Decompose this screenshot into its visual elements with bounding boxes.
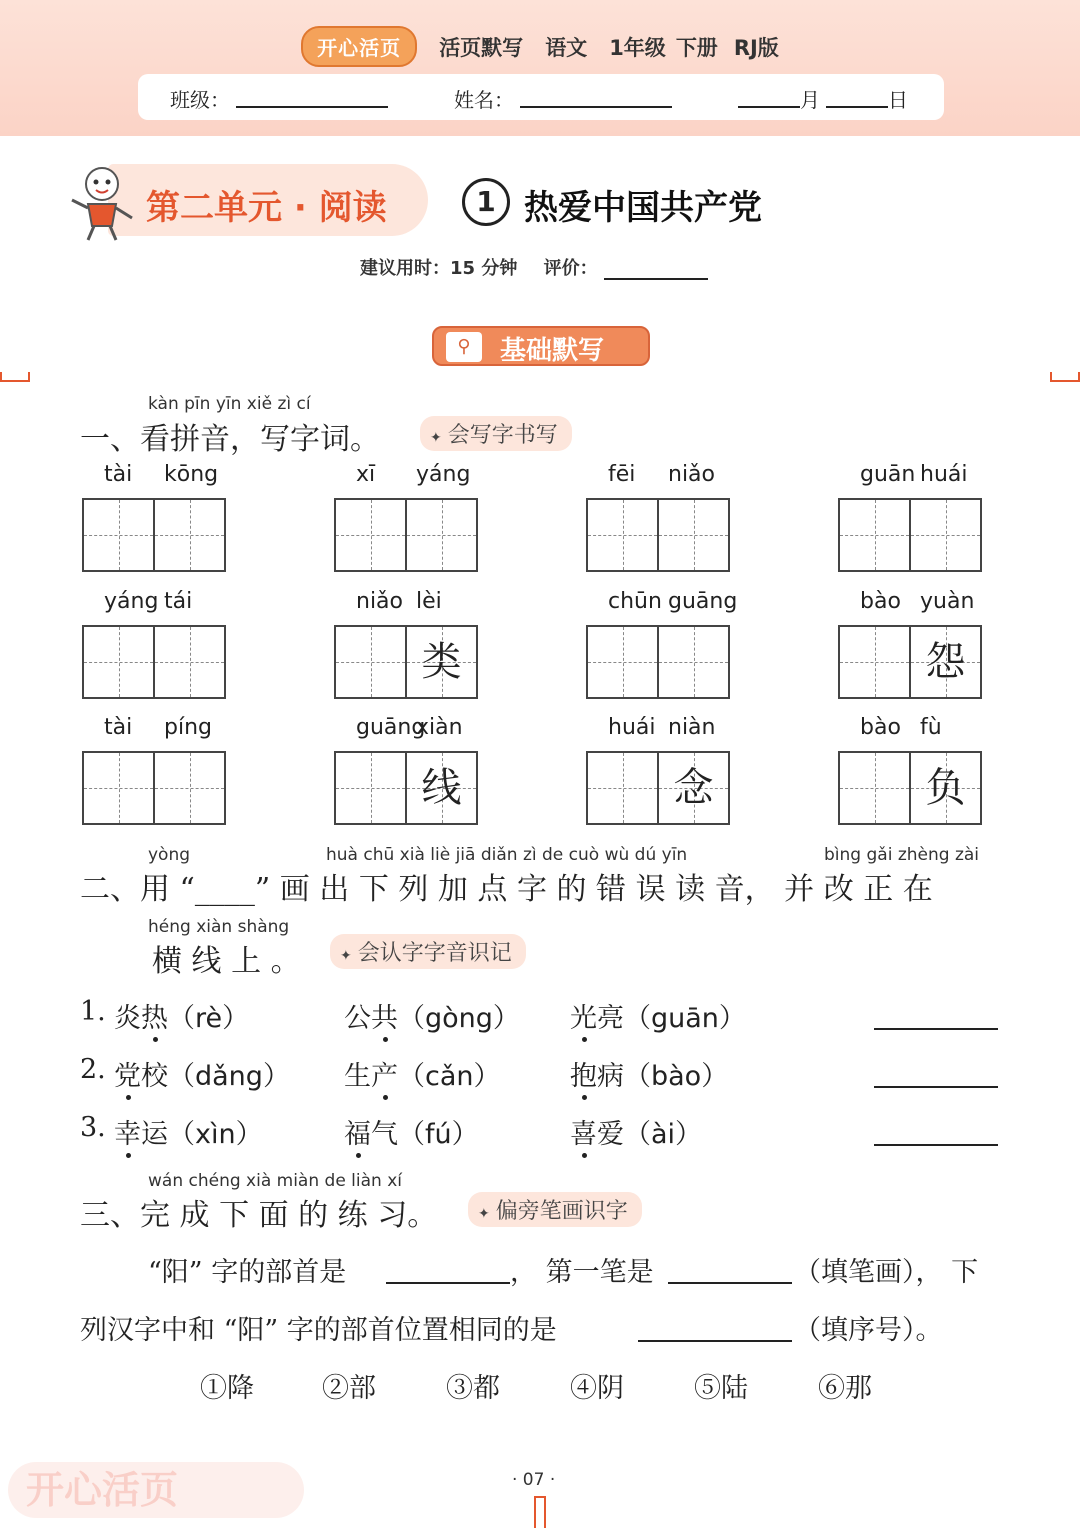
q2-tip: ✦ 会认字字音识记 xyxy=(330,934,526,969)
grid-char xyxy=(84,627,153,697)
grid-char xyxy=(840,753,909,823)
grid-cell-left[interactable] xyxy=(586,751,659,825)
grid-pinyin-2: yuàn xyxy=(920,589,975,614)
q3-choice-answer[interactable] xyxy=(638,1340,792,1342)
page-bar xyxy=(534,1496,546,1528)
q3-choice-option: ④阴 xyxy=(570,1373,624,1404)
grid-char: 怨 xyxy=(925,639,966,685)
word-char-2: 气 xyxy=(371,1119,398,1150)
rating-field[interactable] xyxy=(604,258,708,280)
month-label: 月 xyxy=(800,88,820,112)
q2-row-number: 3. xyxy=(80,1112,106,1143)
q3-title: 完 成 下 面 的 练 习。 xyxy=(140,1198,438,1233)
paren-close: ） xyxy=(262,1061,290,1092)
grid-pinyin-1: bào xyxy=(860,715,901,740)
word-char-1: 党 xyxy=(114,1061,141,1092)
unit-title: 第二单元 · 阅读 xyxy=(146,188,387,228)
suggested-time: 建议用时：15 分钟 xyxy=(360,258,518,279)
grid-pinyin-2: yáng xyxy=(416,462,471,487)
q3-line1-b: ， 第一笔是 xyxy=(510,1257,654,1288)
paren-open: （ xyxy=(398,1003,425,1034)
grid-char xyxy=(407,500,476,570)
paren-open: （ xyxy=(624,1003,651,1034)
grid-cell-right[interactable] xyxy=(153,498,226,572)
q2-number: 二、 xyxy=(80,872,140,907)
grid-char xyxy=(588,627,657,697)
word-pinyin: dǎng xyxy=(195,1061,263,1092)
grid-pinyin-2: fù xyxy=(920,715,942,740)
grid-char xyxy=(336,500,405,570)
grid-cell-left[interactable] xyxy=(838,751,911,825)
q3-choice-option: ③都 xyxy=(446,1373,500,1404)
paren-open: （ xyxy=(398,1119,425,1150)
word-char-2: 爱 xyxy=(597,1119,624,1150)
grid-pinyin-2: píng xyxy=(164,715,212,740)
grid-pinyin-1: guān xyxy=(860,462,916,487)
char-grid[interactable] xyxy=(586,462,732,572)
volume: 下册 xyxy=(675,35,718,60)
char-grid[interactable] xyxy=(82,715,228,825)
grid-pinyin-1: tài xyxy=(104,715,133,740)
q2-answer-line[interactable] xyxy=(874,1144,998,1146)
q3-radical-answer[interactable] xyxy=(386,1282,510,1284)
grid-pinyin-2: niàn xyxy=(668,715,716,740)
q3-line1-c: （填笔画）， 下 xyxy=(794,1257,979,1288)
grid-pinyin-2: xiàn xyxy=(416,715,463,740)
grid-pinyin-1: huái xyxy=(608,715,656,740)
word-char-2: 亮 xyxy=(597,1003,624,1034)
grid-cell-left[interactable] xyxy=(838,498,911,572)
grid-cell-left[interactable] xyxy=(82,625,155,699)
word-char-2: 校 xyxy=(141,1061,168,1092)
grid-cell-right[interactable] xyxy=(909,751,982,825)
grid-cell-right[interactable] xyxy=(405,625,478,699)
q2-word-item xyxy=(114,996,249,1035)
right-side-mark xyxy=(1050,372,1080,382)
grid-char: 念 xyxy=(673,765,714,811)
q2-heading xyxy=(80,864,933,908)
section-badge xyxy=(432,326,650,366)
grid-cell-left[interactable] xyxy=(334,498,407,572)
grid-char: 负 xyxy=(925,765,966,811)
grid-cell-right[interactable] xyxy=(909,498,982,572)
name-field[interactable] xyxy=(520,86,672,108)
grid-cell-left[interactable] xyxy=(334,625,407,699)
char-grid[interactable] xyxy=(334,715,480,825)
word-char-1: 喜 xyxy=(570,1119,597,1150)
student-info-bar xyxy=(138,74,944,120)
word-char-1: 公 xyxy=(344,1003,371,1034)
grid-pinyin-1: chūn xyxy=(608,589,662,614)
mascot-icon xyxy=(66,160,138,244)
q2-answer-line[interactable] xyxy=(874,1086,998,1088)
grid-pinyin-1: guāng xyxy=(356,715,426,740)
magnifier-icon: ⚲ xyxy=(446,332,482,362)
left-side-mark xyxy=(0,372,30,382)
q3-line2-a: 列汉字中和 “阳” 字的部首位置相同的是 xyxy=(80,1315,557,1346)
q2-row-number: 1. xyxy=(80,996,106,1027)
q2-word-item xyxy=(344,1054,501,1093)
word-char-1: 幸 xyxy=(114,1119,141,1150)
char-grid[interactable] xyxy=(838,462,984,572)
grid-cell-left[interactable] xyxy=(82,498,155,572)
grid-char xyxy=(840,627,909,697)
class-field[interactable] xyxy=(236,86,388,108)
subject: 语文 xyxy=(545,35,588,60)
grid-cell-right[interactable] xyxy=(153,751,226,825)
q3-choice-option: ①降 xyxy=(200,1373,254,1404)
q2-word-item xyxy=(570,996,746,1035)
q1-title-pinyin: kàn pīn yīn xiě zì cí xyxy=(148,394,311,414)
grid-pinyin-2: huái xyxy=(920,462,968,487)
q3-line1-a: “阳” 字的部首是 xyxy=(148,1257,347,1288)
q3-number: 三、 xyxy=(80,1198,140,1233)
grid-pinyin-1: fēi xyxy=(608,462,636,487)
q3-stroke-answer[interactable] xyxy=(668,1282,792,1284)
word-pinyin: gòng xyxy=(425,1003,493,1034)
grid-cell-right[interactable] xyxy=(405,498,478,572)
grid-pinyin-1: niǎo xyxy=(356,589,403,614)
grid-char xyxy=(84,753,153,823)
grid-pinyin-2: lèi xyxy=(416,589,442,614)
word-char-1: 抱 xyxy=(570,1061,597,1092)
word-char-2: 运 xyxy=(141,1119,168,1150)
grid-char xyxy=(659,500,728,570)
q2-word-item xyxy=(344,996,520,1035)
q2-pinyin-b: huà chū xià liè jiā diǎn zì de cuò wù dú yīn xyxy=(326,845,688,865)
q2-word-item xyxy=(344,1112,479,1151)
series-name: 活页默写 xyxy=(439,35,524,60)
grid-cell-right[interactable] xyxy=(657,751,730,825)
q2-row-number: 2. xyxy=(80,1054,106,1085)
q2-line1: 用 “____” 画 出 下 列 加 点 字 的 错 误 读 音， 并 改 正 在 xyxy=(140,872,933,907)
char-grid[interactable] xyxy=(82,589,228,699)
paren-close: ） xyxy=(222,1003,250,1034)
grid-char: 类 xyxy=(421,639,462,685)
brand-row xyxy=(0,26,1080,67)
grid-pinyin-2: guāng xyxy=(668,589,738,614)
word-char-1: 生 xyxy=(344,1061,371,1092)
word-pinyin: ài xyxy=(651,1119,676,1150)
day-field[interactable] xyxy=(826,86,888,108)
grid-char xyxy=(336,627,405,697)
page-header xyxy=(0,0,1080,136)
word-pinyin: rè xyxy=(195,1003,223,1034)
q2-word-item xyxy=(114,1054,290,1093)
paren-open: （ xyxy=(398,1061,425,1092)
q3-choice-option: ⑤陆 xyxy=(694,1373,748,1404)
grade: 1年级 xyxy=(609,35,666,60)
brand-logo: 开心活页 xyxy=(301,26,417,67)
word-char-2: 共 xyxy=(371,1003,398,1034)
month-field[interactable] xyxy=(738,86,800,108)
q2-word-item xyxy=(570,1054,728,1093)
paren-close: ） xyxy=(235,1119,263,1150)
word-pinyin: fú xyxy=(425,1119,452,1150)
lesson-title: 热爱中国共产党 xyxy=(524,188,762,228)
grid-pinyin-1: xī xyxy=(356,462,376,487)
word-pinyin: bào xyxy=(651,1061,702,1092)
paren-close: ） xyxy=(473,1061,501,1092)
q1-heading xyxy=(80,414,380,458)
grid-cell-left[interactable] xyxy=(82,751,155,825)
q2-pinyin-a: yòng xyxy=(148,845,191,865)
char-grid[interactable] xyxy=(838,589,984,699)
grid-cell-right[interactable] xyxy=(657,625,730,699)
word-char-1: 光 xyxy=(570,1003,597,1034)
meta-row xyxy=(360,254,708,280)
char-grid[interactable] xyxy=(82,462,228,572)
rating-label: 评价： xyxy=(543,258,598,279)
page-number: · 07 · xyxy=(512,1470,556,1490)
q2-word-item xyxy=(114,1112,263,1151)
grid-pinyin-1: yáng xyxy=(104,589,159,614)
grid-char xyxy=(336,753,405,823)
paren-open: （ xyxy=(168,1003,195,1034)
q2-pinyin-c: bìng gǎi zhèng zài xyxy=(824,845,980,865)
q2-word-item xyxy=(570,1112,702,1151)
watermark-logo: 开心活页 xyxy=(8,1462,304,1518)
char-grid[interactable] xyxy=(586,715,732,825)
grid-char xyxy=(911,500,980,570)
grid-cell-right[interactable] xyxy=(405,751,478,825)
grid-cell-right[interactable] xyxy=(909,625,982,699)
grid-char xyxy=(84,500,153,570)
word-char-2: 热 xyxy=(141,1003,168,1034)
class-label: 班级： xyxy=(170,88,230,112)
lesson-number: 1 xyxy=(462,178,510,226)
grid-cell-left[interactable] xyxy=(838,625,911,699)
grid-char xyxy=(840,500,909,570)
word-char-2: 病 xyxy=(597,1061,624,1092)
paren-close: ） xyxy=(451,1119,479,1150)
q1-tip: ✦ 会写字书写 xyxy=(420,416,572,451)
grid-cell-right[interactable] xyxy=(153,625,226,699)
grid-char xyxy=(155,627,224,697)
word-char-1: 福 xyxy=(344,1119,371,1150)
q2-answer-line[interactable] xyxy=(874,1028,998,1030)
q3-choice-option: ②部 xyxy=(322,1373,376,1404)
paren-open: （ xyxy=(168,1061,195,1092)
day-label: 日 xyxy=(888,88,908,112)
grid-pinyin-1: bào xyxy=(860,589,901,614)
grid-char xyxy=(155,500,224,570)
paren-close: ） xyxy=(718,1003,746,1034)
grid-char: 线 xyxy=(421,765,462,811)
paren-close: ） xyxy=(492,1003,520,1034)
char-grid[interactable] xyxy=(586,589,738,699)
grid-cell-left[interactable] xyxy=(586,625,659,699)
grid-cell-left[interactable] xyxy=(334,751,407,825)
name-label: 姓名： xyxy=(454,88,514,112)
q1-number: 一、 xyxy=(80,422,140,457)
grid-cell-left[interactable] xyxy=(586,498,659,572)
char-grid[interactable] xyxy=(838,715,984,825)
paren-close: ） xyxy=(675,1119,703,1150)
q2-line2: 横 线 上 。 xyxy=(152,944,301,979)
word-pinyin: guān xyxy=(651,1003,719,1034)
paren-close: ） xyxy=(701,1061,729,1092)
q1-title: 看拼音，写字词。 xyxy=(140,422,380,457)
grid-char xyxy=(155,753,224,823)
q3-heading xyxy=(80,1190,437,1234)
paren-open: （ xyxy=(624,1119,651,1150)
grid-pinyin-1: tài xyxy=(104,462,133,487)
grid-char xyxy=(588,753,657,823)
word-pinyin: cǎn xyxy=(425,1061,474,1092)
grid-cell-right[interactable] xyxy=(657,498,730,572)
grid-char xyxy=(588,500,657,570)
q2-line2-pinyin: héng xiàn shàng xyxy=(148,917,290,937)
grid-pinyin-2: niǎo xyxy=(668,462,715,487)
section-badge-text: 基础默写 xyxy=(500,336,605,366)
char-grid[interactable] xyxy=(334,589,480,699)
q3-choice-option: ⑥那 xyxy=(818,1373,872,1404)
q3-tip: ✦ 偏旁笔画识字 xyxy=(468,1192,642,1227)
grid-pinyin-2: tái xyxy=(164,589,193,614)
grid-pinyin-2: kōng xyxy=(164,462,219,487)
word-char-1: 炎 xyxy=(114,1003,141,1034)
edition: RJ版 xyxy=(733,35,779,60)
paren-open: （ xyxy=(624,1061,651,1092)
q3-line2-b: （填序号）。 xyxy=(794,1315,943,1346)
word-char-2: 产 xyxy=(371,1061,398,1092)
paren-open: （ xyxy=(168,1119,195,1150)
q3-title-pinyin: wán chéng xià miàn de liàn xí xyxy=(148,1171,403,1191)
char-grid[interactable] xyxy=(334,462,480,572)
word-pinyin: xìn xyxy=(195,1119,236,1150)
grid-char xyxy=(659,627,728,697)
